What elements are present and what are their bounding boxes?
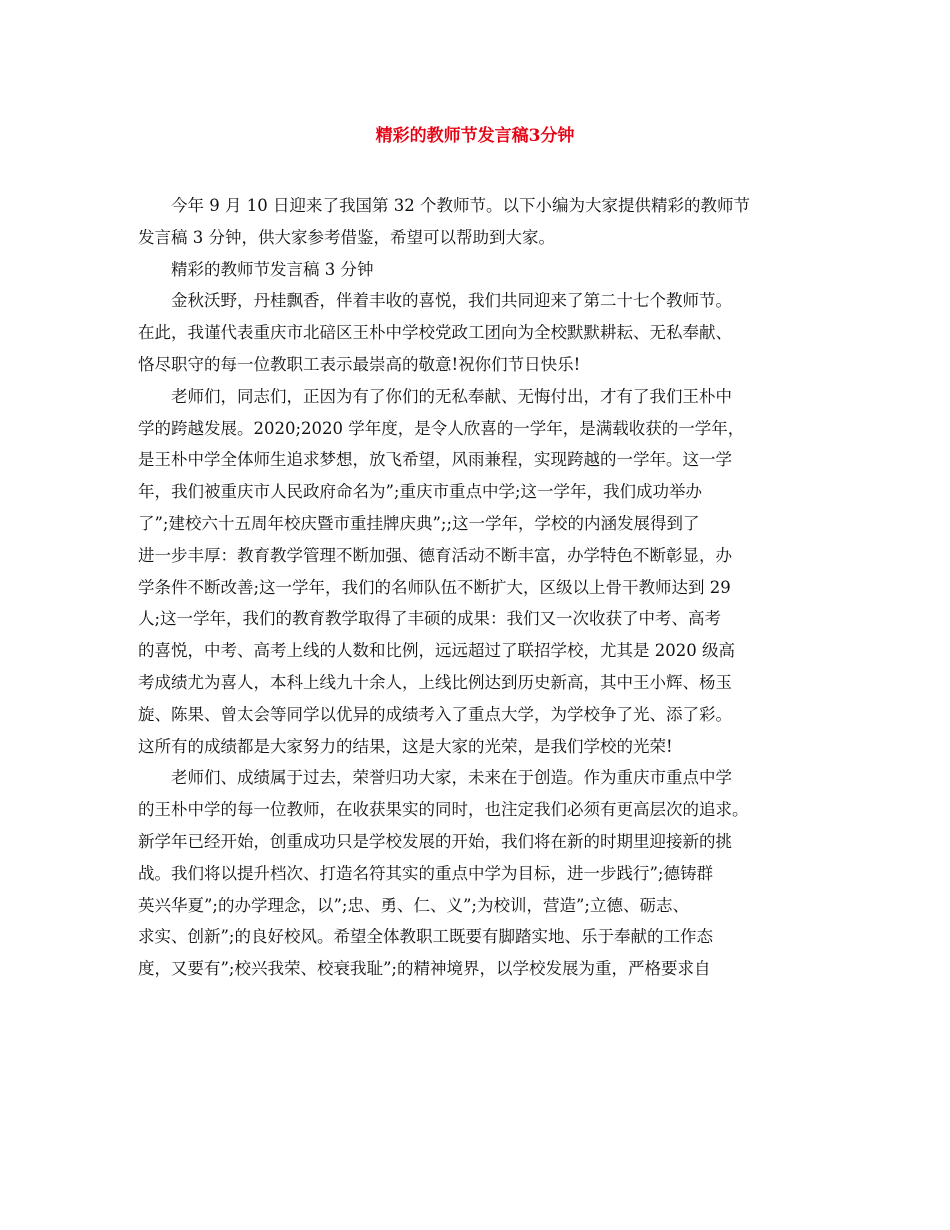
text-line: 是王朴中学全体师生追求梦想，放飞希望，风雨兼程，实现跨越的一学年。这一学	[138, 450, 732, 470]
text-line: 这所有的成绩都是大家努力的结果，这是大家的光荣，是我们学校的光荣!	[138, 736, 673, 756]
text-line: 今年 9 月 10 日迎来了我国第 32 个教师节。以下小编为大家提供精彩的教师节	[171, 196, 750, 215]
text-line: 英兴华夏”;的办学理念，以”;忠、勇、仁、义”;为校训，营造”;立德、砺志、	[138, 895, 689, 915]
text-line: 恪尽职守的每一位教职工表示最崇高的敬意!祝你们节日快乐!	[138, 354, 581, 374]
text-line: 求实、创新”;的良好校风。希望全体教职工既要有脚踏实地、乐于奉献的工作态	[138, 927, 713, 947]
text-line: 考成绩尤为喜人，本科上线九十余人，上线比例达到历史新高，其中王小辉、杨玉	[138, 672, 732, 692]
document-title: 精彩的教师节发言稿3分钟	[375, 126, 575, 146]
section-heading: 精彩的教师节发言稿 3 分钟	[171, 259, 374, 279]
document-body	[138, 190, 822, 985]
text-line: 度，又要有”;校兴我荣、校衰我耻”;的精神境界，以学校发展为重，严格要求自	[138, 959, 711, 979]
text-line: 老师们，同志们，正因为有了你们的无私奉献、无悔付出，才有了我们王朴中	[171, 386, 732, 406]
text-line: 学条件不断改善;这一学年，我们的名师队伍不断扩大，区级以上骨干教师达到 29	[138, 577, 731, 597]
text-line: 金秋沃野，丹桂飘香，伴着丰收的喜悦，我们共同迎来了第二十七个教师节。	[171, 291, 732, 311]
text-line: 在此，我谨代表重庆市北碚区王朴中学校党政工团向为全校默默耕耘、无私奉献、	[138, 323, 732, 343]
text-line: 旋、陈果、曾太会等同学以优异的成绩考入了重点大学，为学校争了光、添了彩。	[138, 704, 732, 724]
text-line: 战。我们将以提升档次、打造名符其实的重点中学为目标，进一步践行”;德铸群	[138, 863, 713, 883]
text-line: 老师们、成绩属于过去，荣誉归功大家，未来在于创造。作为重庆市重点中学	[171, 768, 732, 788]
text-line: 人;这一学年，我们的教育教学取得了丰硕的成果：我们又一次收获了中考、高考	[138, 609, 722, 629]
text-line: 年，我们被重庆市人民政府命名为”;重庆市重点中学;这一学年，我们成功举办	[138, 482, 703, 502]
text-line: 发言稿 3 分钟，供大家参考借鉴，希望可以帮助到大家。	[138, 227, 555, 247]
text-line: 学的跨越发展。2020;2020 学年度，是令人欣喜的一学年，是满载收获的一学年，	[138, 418, 745, 438]
text-line: 进一步丰厚：教育教学管理不断加强、德育活动不断丰富，办学特色不断彰显，办	[138, 545, 732, 565]
text-line: 的王朴中学的每一位教师，在收获果实的同时，也注定我们必须有更高层次的追求。	[138, 800, 749, 820]
text-line: 了”;建校六十五周年校庆暨市重挂牌庆典”;;这一学年，学校的内涵发展得到了	[138, 513, 700, 533]
text-line: 新学年已经开始，创重成功只是学校发展的开始，我们将在新的时期里迎接新的挑	[138, 831, 732, 851]
text-line: 的喜悦，中考、高考上线的人数和比例，远远超过了联招学校，尤其是 2020 级高	[138, 641, 735, 661]
